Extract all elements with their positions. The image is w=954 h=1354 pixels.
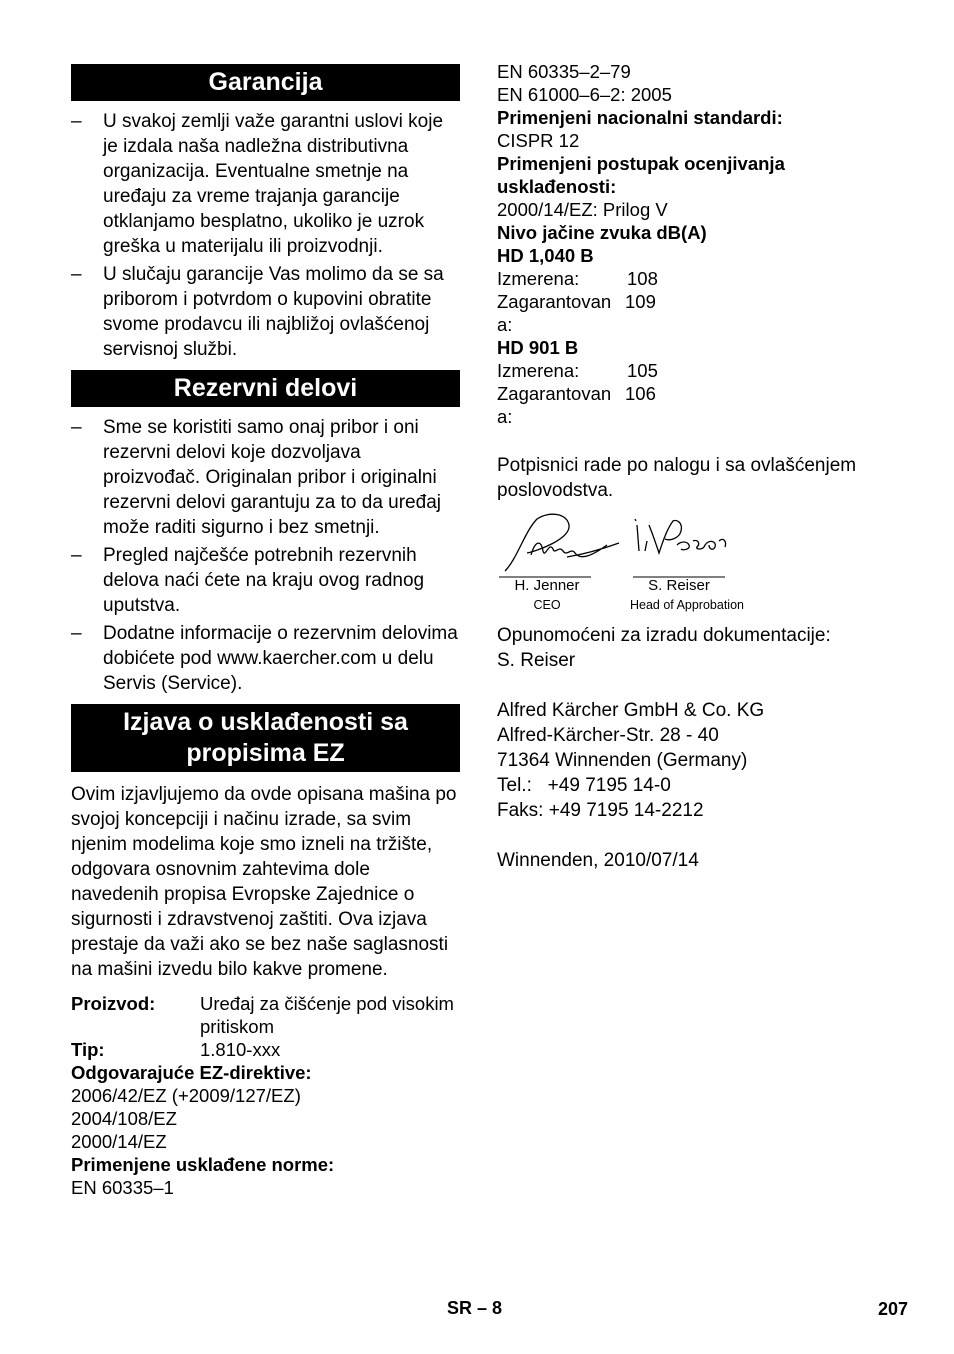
izjava-intro: Ovim izjavljujemo da ovde opisana mašina po svojoj koncepciji i načinu izrade, sa svim njenim modelima koje smo izneli na tržište, odgovara osnovnim zahtevima dole navedenih propisa Evropske Zajednice o sigurnosti i zdravstvenoj zaštiti. Ova izjava prestaje da važi ako se bez naše saglasnosti na mašini izvedu bilo kakve promene.	[71, 784, 457, 980]
guaranteed-value: 109	[625, 291, 656, 312]
proizvod-value: Uređaj za čišćenje pod visokim pritiskom	[200, 993, 454, 1037]
proizvod-label: Proizvod:	[71, 993, 156, 1014]
measured-value: 105	[627, 360, 658, 381]
tip-value: 1.810-xxx	[200, 1039, 281, 1060]
signature-area	[497, 511, 917, 619]
doc-label: Opunomoćeni za izradu dokumentacije:	[497, 625, 831, 646]
heading-izjava-line2: propisima EZ	[186, 739, 345, 767]
product-table	[71, 992, 460, 1061]
company-fax: Faks: +49 7195 14-2212	[497, 800, 704, 821]
dash-bullet: –	[71, 111, 82, 132]
guaranteed-label: Zagarantovana:	[497, 383, 612, 427]
measured-label: Izmerena:	[497, 268, 580, 289]
measured-value: 108	[627, 268, 658, 289]
right-column	[497, 60, 917, 873]
norma-item: EN 61000–6–2: 2005	[497, 84, 672, 105]
dash-bullet: –	[71, 623, 82, 644]
company-name: Alfred Kärcher GmbH & Co. KG	[497, 700, 765, 721]
norma-item: EN 60335–2–79	[497, 61, 631, 82]
rezervni-list	[71, 415, 460, 696]
direktive-label: Odgovarajuće EZ-direktive:	[71, 1062, 312, 1083]
signer2-name: S. Reiser	[648, 577, 710, 594]
dash-bullet: –	[71, 545, 82, 566]
norma-item: EN 60335–1	[71, 1177, 174, 1198]
signer1-role: CEO	[533, 598, 561, 612]
postupak-value: 2000/14/EZ: Prilog V	[497, 199, 668, 220]
measured-label: Izmerena:	[497, 360, 580, 381]
model1-measured-row	[497, 267, 917, 290]
company-street: Alfred-Kärcher-Str. 28 - 40	[497, 725, 719, 746]
heading-rezervni-delovi: Rezervni delovi	[71, 370, 460, 407]
signature-jenner	[497, 511, 757, 583]
signers-text: Potpisnici rade po nalogu i sa ovlašćenjem poslovodstva.	[497, 455, 857, 501]
heading-izjava-line1: Izjava o usklađenosti sa	[123, 708, 408, 736]
list-item: – U svakoj zemlji važe garantni uslovi koje je izdala naša nadležna distributivna organizacija. Eventualne smetnje na uređaju za vreme trajanja garancije otklanjamo besplatno, ukoliko je uzrok greška u materijalu ili proizvodnji.	[71, 111, 444, 257]
norme-label: Primenjene usklađene norme:	[71, 1154, 335, 1175]
dash-bullet: –	[71, 264, 82, 285]
model1-guaranteed-row	[497, 290, 917, 336]
model1-name: HD 1,040 B	[497, 245, 594, 266]
place-date: Winnenden, 2010/07/14	[497, 850, 699, 871]
spacer	[497, 823, 917, 848]
spacer	[497, 428, 917, 453]
direktiva-item: 2006/42/EZ (+2009/127/EZ)	[71, 1085, 301, 1106]
model2-measured-row	[497, 359, 917, 382]
row-proizvod	[71, 992, 460, 1038]
left-column	[71, 64, 460, 1199]
nacionalni-value: CISPR 12	[497, 130, 580, 151]
tip-label: Tip:	[71, 1039, 105, 1060]
heading-garancija: Garancija	[71, 64, 460, 101]
signer1-name: H. Jenner	[514, 577, 580, 594]
heading-izjava	[71, 704, 460, 772]
footer-page-number: 207	[878, 1299, 909, 1319]
spacer	[497, 673, 917, 698]
row-tip	[71, 1038, 460, 1061]
dash-bullet: –	[71, 417, 82, 438]
model2-name: HD 901 B	[497, 337, 579, 358]
company-city: 71364 Winnenden (Germany)	[497, 750, 748, 771]
list-item: – Sme se koristiti samo onaj pribor i oni rezervni delovi koje dozvoljava proizvođač. Originalan pribor i originalni rezervni delovi garantuju za to da uređaj može raditi sigurno i bez smetnji.	[71, 417, 441, 538]
garancija-list	[71, 109, 460, 362]
doc-person: S. Reiser	[497, 650, 576, 671]
direktiva-item: 2000/14/EZ	[71, 1131, 167, 1152]
list-item: – Pregled najčešće potrebnih rezervnih delova naći ćete na kraju ovog radnog uputstva.	[71, 545, 425, 616]
guaranteed-value: 106	[625, 383, 656, 404]
list-item: – Dodatne informacije o rezervnim delovima dobićete pod www.kaercher.com u delu Servis (Service).	[71, 623, 458, 694]
nacionalni-label: Primenjeni nacionalni standardi:	[497, 107, 783, 128]
direktiva-item: 2004/108/EZ	[71, 1108, 177, 1129]
postupak-label: Primenjeni postupak ocenjivanja usklađenosti:	[497, 153, 785, 197]
guaranteed-label: Zagarantovana:	[497, 291, 612, 335]
model2-guaranteed-row	[497, 382, 917, 428]
company-tel: Tel.: +49 7195 14-0	[497, 775, 671, 796]
zvuk-label: Nivo jačine zvuka dB(A)	[497, 222, 707, 243]
list-item: – U slučaju garancije Vas molimo da se sa priborom i potvrdom o kupovini obratite svome prodavcu ili najbližoj ovlašćenoj servisnoj službi.	[71, 264, 444, 360]
footer-section-code: SR – 8	[447, 1298, 503, 1318]
signer2-role: Head of Approbation	[630, 598, 744, 612]
